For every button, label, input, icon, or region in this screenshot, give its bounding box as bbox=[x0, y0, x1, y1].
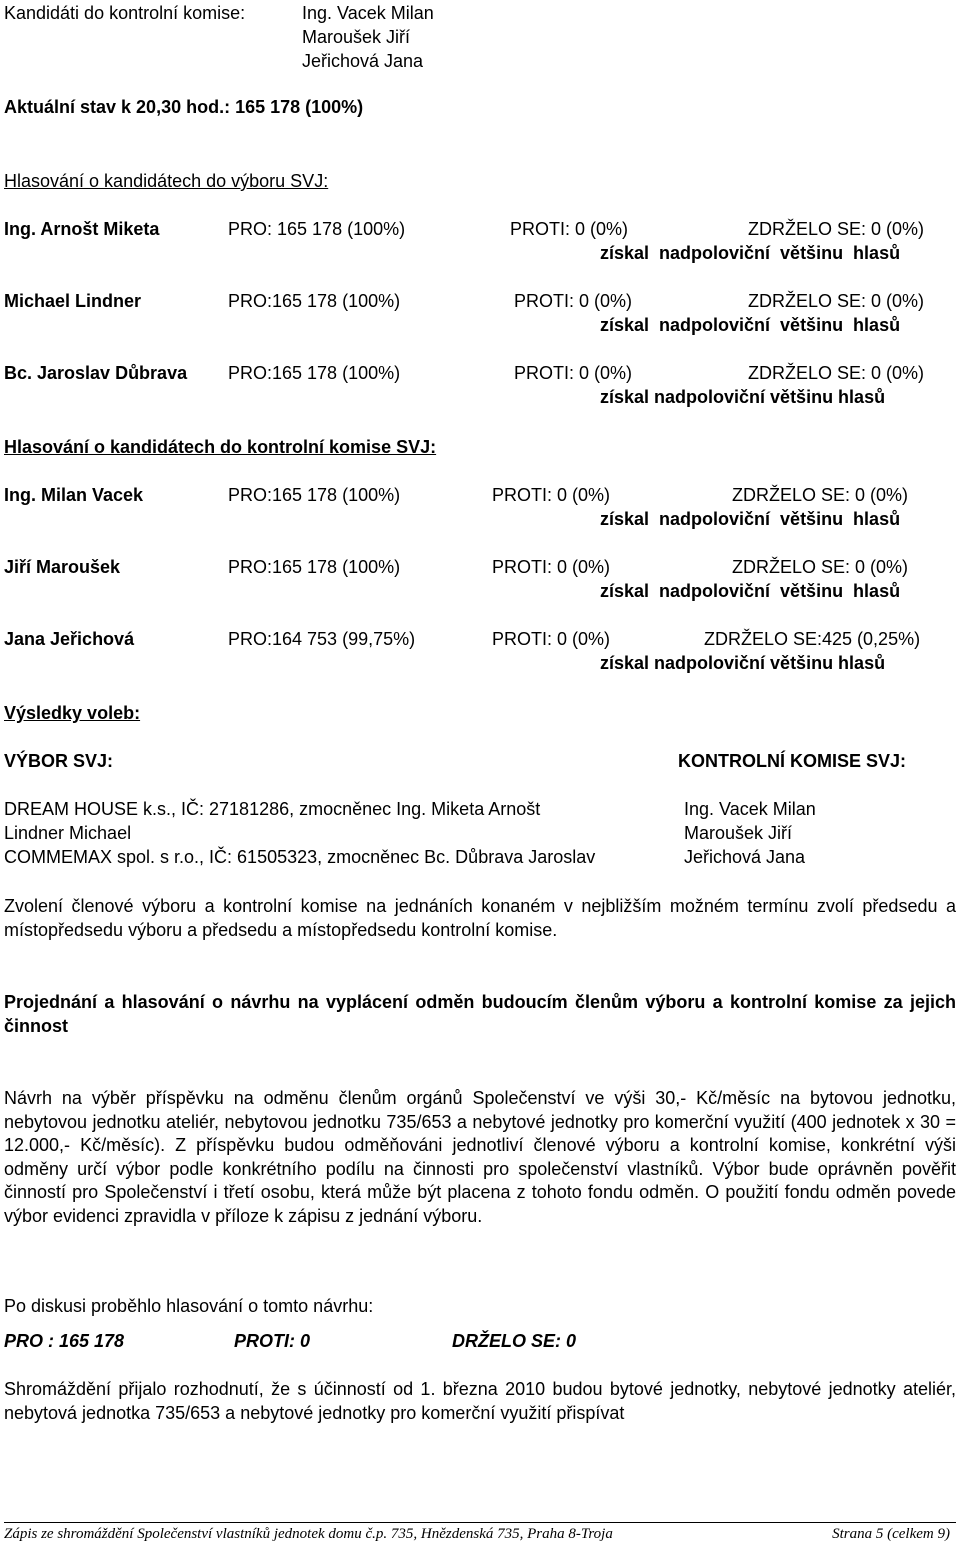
vote-proti: PROTI: 0 (0%) bbox=[514, 363, 633, 383]
board-member: DREAM HOUSE k.s., IČ: 27181286, zmocněnec Ing. Miketa Arnošt bbox=[4, 799, 541, 819]
vote-zdrzelo: ZDRŽELO SE: 0 (0%) bbox=[732, 485, 909, 505]
footer-rule bbox=[4, 1522, 956, 1523]
vote-name: Jiří Maroušek bbox=[4, 557, 121, 577]
vote-pro: PRO:165 178 (100%) bbox=[228, 291, 401, 311]
vote-proti: PROTI: 0 (0%) bbox=[492, 557, 611, 577]
reward-heading: Projednání a hlasování o návrhu na vyplácení odměn budoucím členům výboru a kontrolní komise za jejich činnost bbox=[4, 992, 956, 1036]
status-line: Aktuální stav k 20,30 hod.: 165 178 (100%) bbox=[4, 97, 364, 117]
candidate-2: Maroušek Jiří bbox=[302, 27, 411, 47]
vote-result: získal nadpoloviční většinu hlasů bbox=[600, 581, 901, 601]
vote-zdrzelo: ZDRŽELO SE: 0 (0%) bbox=[732, 557, 909, 577]
control-member: Jeřichová Jana bbox=[684, 847, 806, 867]
vote-name: Ing. Milan Vacek bbox=[4, 485, 144, 505]
candidate-3: Jeřichová Jana bbox=[302, 51, 424, 71]
result-pro: PRO : 165 178 bbox=[4, 1331, 125, 1351]
vote-zdrzelo: ZDRŽELO SE: 0 (0%) bbox=[748, 219, 925, 239]
board-member: Lindner Michael bbox=[4, 823, 132, 843]
results-title: Výsledky voleb: bbox=[4, 703, 141, 723]
vote-pro: PRO: 165 178 (100%) bbox=[228, 219, 406, 239]
control-member: Ing. Vacek Milan bbox=[684, 799, 816, 819]
result-proti: PROTI: 0 bbox=[234, 1331, 311, 1351]
reward-proposal: Návrh na výběr příspěvku na odměnu členům orgánů Společenství ve výši 30,- Kč/měsíc na bytovou jednotku, nebytovou jednotku ateliér, nebytovou jednotku 735/653 a nebytové jednotky pro komerční využití (400 jednotek x 30 = 12.000,- Kč/měsíc). Z příspěvku budou odměňováni jednotliví členové výboru a kontrolní komise, konkrétní výši odměny určí výbor podle konkrétního podílu na činnosti pro společenství vlastníků. Výbor bude oprávněn pověřit činností pro Společenství i třetí osobu, která může být placena z tohoto fondu odměn. O použití fondu odměn povede výbor evidenci zpravidla v příloze k zápisu z jednání výboru. bbox=[4, 1088, 956, 1226]
vote-zdrzelo: ZDRŽELO SE: 0 (0%) bbox=[748, 291, 925, 311]
vote-result: získal nadpoloviční většinu hlasů bbox=[600, 653, 886, 673]
vote-name: Michael Lindner bbox=[4, 291, 142, 311]
vote-result: získal nadpoloviční většinu hlasů bbox=[600, 315, 901, 335]
vote-name: Ing. Arnošt Miketa bbox=[4, 219, 160, 239]
vote-pro: PRO:165 178 (100%) bbox=[228, 557, 401, 577]
vote-result: získal nadpoloviční většinu hlasů bbox=[600, 509, 901, 529]
vote-pro: PRO:165 178 (100%) bbox=[228, 363, 401, 383]
board-member: COMMEMAX spol. s r.o., IČ: 61505323, zmocněnec Bc. Důbrava Jaroslav bbox=[4, 847, 596, 867]
board-vote-title: Hlasování o kandidátech do výboru SVJ: bbox=[4, 171, 329, 191]
vote-zdrzelo: ZDRŽELO SE:425 (0,25%) bbox=[704, 629, 921, 649]
result-drzelo: DRŽELO SE: 0 bbox=[452, 1331, 577, 1351]
vote-name: Bc. Jaroslav Důbrava bbox=[4, 363, 188, 383]
vote-proti: PROTI: 0 (0%) bbox=[492, 629, 611, 649]
vote-pro: PRO:165 178 (100%) bbox=[228, 485, 401, 505]
footer-right: Strana 5 (celkem 9) bbox=[832, 1526, 950, 1542]
candidates-label: Kandidáti do kontrolní komise: bbox=[4, 3, 246, 23]
results-note: Zvolení členové výboru a kontrolní komise na jednáních konaném v nejbližším možném termínu zvolí předsedu a místopředsedu výboru a předsedu a místopředsedu kontrolní komise. bbox=[4, 896, 956, 940]
vote-result: získal nadpoloviční většinu hlasů bbox=[600, 243, 901, 263]
vote-result: získal nadpoloviční většinu hlasů bbox=[600, 387, 886, 407]
discussion-line: Po diskusi proběhlo hlasování o tomto návrhu: bbox=[4, 1296, 374, 1316]
vote-proti: PROTI: 0 (0%) bbox=[514, 291, 633, 311]
vote-zdrzelo: ZDRŽELO SE: 0 (0%) bbox=[748, 363, 925, 383]
decision-text: Shromáždění přijalo rozhodnutí, že s účinností od 1. března 2010 budou bytové jednotky, nebytové jednotky ateliér, nebytová jednotka 735/653 a nebytové jednotky pro komerční využití přispívat bbox=[4, 1379, 956, 1423]
control-title: KONTROLNÍ KOMISE SVJ: bbox=[678, 751, 907, 771]
vote-proti: PROTI: 0 (0%) bbox=[510, 219, 629, 239]
vote-proti: PROTI: 0 (0%) bbox=[492, 485, 611, 505]
control-member: Maroušek Jiří bbox=[684, 823, 793, 843]
candidate-1: Ing. Vacek Milan bbox=[302, 3, 434, 23]
vote-pro: PRO:164 753 (99,75%) bbox=[228, 629, 416, 649]
board-title: VÝBOR SVJ: bbox=[4, 751, 114, 771]
vote-name: Jana Jeřichová bbox=[4, 629, 135, 649]
control-vote-title: Hlasování o kandidátech do kontrolní komise SVJ: bbox=[4, 437, 437, 457]
footer-left: Zápis ze shromáždění Společenství vlastníků jednotek domu č.p. 735, Hnězdenská 735, Praha 8-Troja bbox=[4, 1526, 613, 1542]
